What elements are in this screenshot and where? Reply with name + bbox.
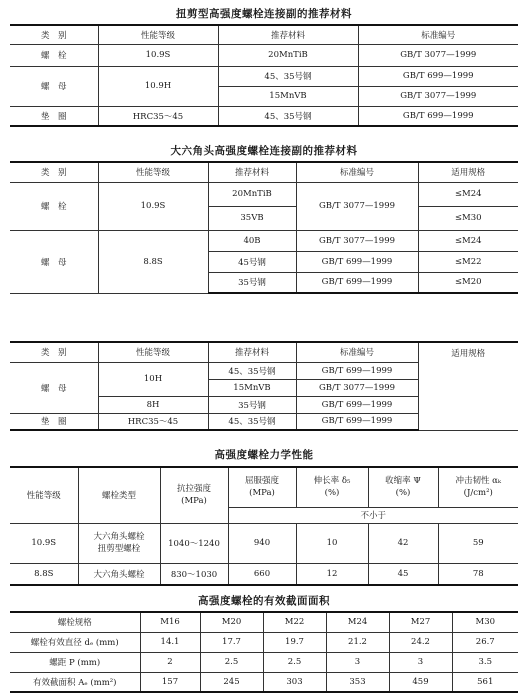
- table-row: [10, 106, 518, 126]
- material-cell: 20MnTiB: [218, 44, 358, 66]
- table-row: [10, 44, 518, 66]
- header-line: 冲击韧性 αₖ: [455, 476, 502, 487]
- value-cell: 2.5: [200, 652, 263, 672]
- impact-cell: 78: [438, 563, 518, 585]
- tensile-cell: 830～1030: [160, 563, 228, 585]
- impact-cell: 59: [438, 523, 518, 563]
- value-cell: 157: [140, 672, 200, 692]
- material-cell: 45、35号钢: [218, 106, 358, 126]
- table2-title: 大六角头高强度螺栓连接副的推荐材料: [170, 145, 358, 157]
- category-cell: 螺 栓: [10, 182, 98, 230]
- header-cell: 类 别: [10, 342, 98, 362]
- standard-cell: GB/T 699—1999: [296, 272, 418, 293]
- table-row: [10, 230, 518, 251]
- table-row: [10, 523, 518, 563]
- standard-cell: GB/T 699—1999: [296, 413, 418, 430]
- value-cell: 26.7: [452, 632, 518, 652]
- header-cell: [368, 467, 438, 507]
- header-cell: [160, 467, 228, 523]
- header-cell: 性能等级: [98, 25, 218, 44]
- grade-cell: 10.9H: [98, 66, 218, 106]
- header-unit: (J/cm²): [463, 488, 493, 499]
- category-cell: 螺 母: [10, 66, 98, 106]
- table1-header-row: [10, 25, 518, 44]
- header-cell: 推荐材料: [218, 25, 358, 44]
- value-cell: 14.1: [140, 632, 200, 652]
- category-cell: 螺 栓: [10, 44, 98, 66]
- material-cell: 45、35号钢: [218, 66, 358, 86]
- grade-cell: 8.8S: [10, 563, 78, 585]
- header-cell: 推荐材料: [208, 162, 296, 182]
- table-row: [10, 182, 518, 206]
- value-cell: 3.5: [452, 652, 518, 672]
- grade-cell: 10.9S: [10, 523, 78, 563]
- table-row: [10, 563, 518, 585]
- row-label-cell: 有效截面积 Aₑ (mm²): [10, 672, 140, 692]
- table2-header-row: [10, 162, 518, 182]
- header-cell: M30: [452, 612, 518, 632]
- value-cell: 19.7: [263, 632, 326, 652]
- spec-cell: ≤M20: [418, 272, 518, 293]
- table-row: [10, 672, 518, 692]
- standard-cell: GB/T 3077—1999: [358, 86, 518, 106]
- table4-title: 高强度螺栓力学性能: [214, 449, 314, 461]
- header-cell: 适用规格: [418, 162, 518, 182]
- table5-header-row: [10, 612, 518, 632]
- header-cell: 标准编号: [358, 25, 518, 44]
- header-line: 屈服强度: [244, 476, 279, 487]
- standard-cell: GB/T 699—1999: [296, 251, 418, 272]
- table3: [10, 341, 518, 431]
- value-cell: 245: [200, 672, 263, 692]
- table1-title: 扭剪型高强度螺栓连接副的推荐材料: [176, 8, 352, 20]
- value-cell: 303: [263, 672, 326, 692]
- header-cell: [296, 467, 368, 507]
- tensile-cell: 1040～1240: [160, 523, 228, 563]
- table2: [10, 161, 518, 294]
- grade-cell: 10H: [98, 362, 208, 396]
- standard-cell: GB/T 699—1999: [296, 362, 418, 379]
- type-line: 大六角头螺栓: [93, 532, 145, 542]
- category-cell: 垫 圈: [10, 413, 98, 430]
- standard-cell: GB/T 699—1999: [296, 396, 418, 413]
- material-cell: 20MnTiB: [208, 182, 296, 206]
- header-cell: M20: [200, 612, 263, 632]
- spec-cell: ≤M30: [418, 206, 518, 230]
- header-line: 抗拉强度: [176, 484, 211, 495]
- header-unit: (%): [395, 488, 411, 499]
- header-cell: M27: [389, 612, 452, 632]
- standard-cell: GB/T 3077—1999: [296, 379, 418, 396]
- header-cell: 标准编号: [296, 342, 418, 362]
- material-cell: 45、35号钢: [208, 413, 296, 430]
- table5-title: 高强度螺栓的有效截面面积: [198, 595, 330, 607]
- value-cell: 24.2: [389, 632, 452, 652]
- value-cell: 353: [326, 672, 389, 692]
- table1: [10, 24, 518, 127]
- value-cell: 561: [452, 672, 518, 692]
- row-label-cell: 螺栓有效直径 dₑ (mm): [10, 632, 140, 652]
- header-cell: 标准编号: [296, 162, 418, 182]
- material-cell: 35号钢: [208, 396, 296, 413]
- table5: [10, 611, 518, 693]
- grade-cell: 10.9S: [98, 44, 218, 66]
- header-cell: M24: [326, 612, 389, 632]
- table-row: [10, 66, 518, 86]
- material-cell: 35VB: [208, 206, 296, 230]
- category-cell: 螺 母: [10, 362, 98, 413]
- shrinkage-cell: 42: [368, 523, 438, 563]
- grade-cell: HRC35～45: [98, 106, 218, 126]
- header-cell: 螺栓规格: [10, 612, 140, 632]
- value-cell: 2.5: [263, 652, 326, 672]
- standard-cell: GB/T 3077—1999: [296, 230, 418, 251]
- category-cell: 垫 圈: [10, 106, 98, 126]
- grade-cell: 8H: [98, 396, 208, 413]
- header-cell: 类 别: [10, 162, 98, 182]
- value-cell: 17.7: [200, 632, 263, 652]
- header-cell: 螺栓类型: [78, 467, 160, 523]
- row-label-cell: 螺距 P (mm): [10, 652, 140, 672]
- table-row: [10, 652, 518, 672]
- elongation-cell: 10: [296, 523, 368, 563]
- grade-cell: 8.8S: [98, 230, 208, 293]
- header-cell: 适用规格: [418, 342, 518, 430]
- spec-cell: ≤M24: [418, 230, 518, 251]
- value-cell: 2: [140, 652, 200, 672]
- header-unit: (%): [324, 488, 340, 499]
- material-cell: 40B: [208, 230, 296, 251]
- material-cell: 35号钢: [208, 272, 296, 293]
- yield-cell: 940: [228, 523, 296, 563]
- standard-cell: GB/T 3077—1999: [358, 44, 518, 66]
- shrinkage-cell: 45: [368, 563, 438, 585]
- header-cell: M22: [263, 612, 326, 632]
- value-cell: 3: [389, 652, 452, 672]
- grade-cell: 10.9S: [98, 182, 208, 230]
- header-unit: (MPa): [249, 488, 275, 499]
- header-cell: [228, 467, 296, 507]
- table-row: [10, 632, 518, 652]
- header-cell: 性能等级: [10, 467, 78, 523]
- material-cell: 45号钢: [208, 251, 296, 272]
- header-unit: (MPa): [181, 496, 207, 507]
- material-cell: 45、35号钢: [208, 362, 296, 379]
- spec-cell: ≤M22: [418, 251, 518, 272]
- header-cell: 性能等级: [98, 342, 208, 362]
- value-cell: 459: [389, 672, 452, 692]
- material-cell: 15MnVB: [218, 86, 358, 106]
- value-cell: 3: [326, 652, 389, 672]
- header-line: 伸长率 δ₅: [313, 476, 351, 487]
- header-cell: 性能等级: [98, 162, 208, 182]
- standard-cell: GB/T 699—1999: [358, 106, 518, 126]
- table4-header-row: [10, 467, 518, 507]
- type-line: 扭剪型螺栓: [97, 544, 141, 554]
- category-cell: 螺 母: [10, 230, 98, 293]
- standard-cell: GB/T 3077—1999: [296, 182, 418, 230]
- material-cell: 15MnVB: [208, 379, 296, 396]
- type-cell: [78, 523, 160, 563]
- yield-cell: 660: [228, 563, 296, 585]
- grade-cell: HRC35～45: [98, 413, 208, 430]
- standard-cell: GB/T 699—1999: [358, 66, 518, 86]
- header-cell: 推荐材料: [208, 342, 296, 362]
- value-cell: 21.2: [326, 632, 389, 652]
- header-cell: 类 别: [10, 25, 98, 44]
- header-line: 收缩率 Ψ: [385, 476, 421, 487]
- elongation-cell: 12: [296, 563, 368, 585]
- min-label: 不小于: [228, 507, 518, 523]
- table4: [10, 466, 518, 586]
- type-cell: 大六角头螺栓: [78, 563, 160, 585]
- spec-cell: ≤M24: [418, 182, 518, 206]
- header-cell: M16: [140, 612, 200, 632]
- table3-header-row: [10, 342, 518, 362]
- header-cell: [438, 467, 518, 507]
